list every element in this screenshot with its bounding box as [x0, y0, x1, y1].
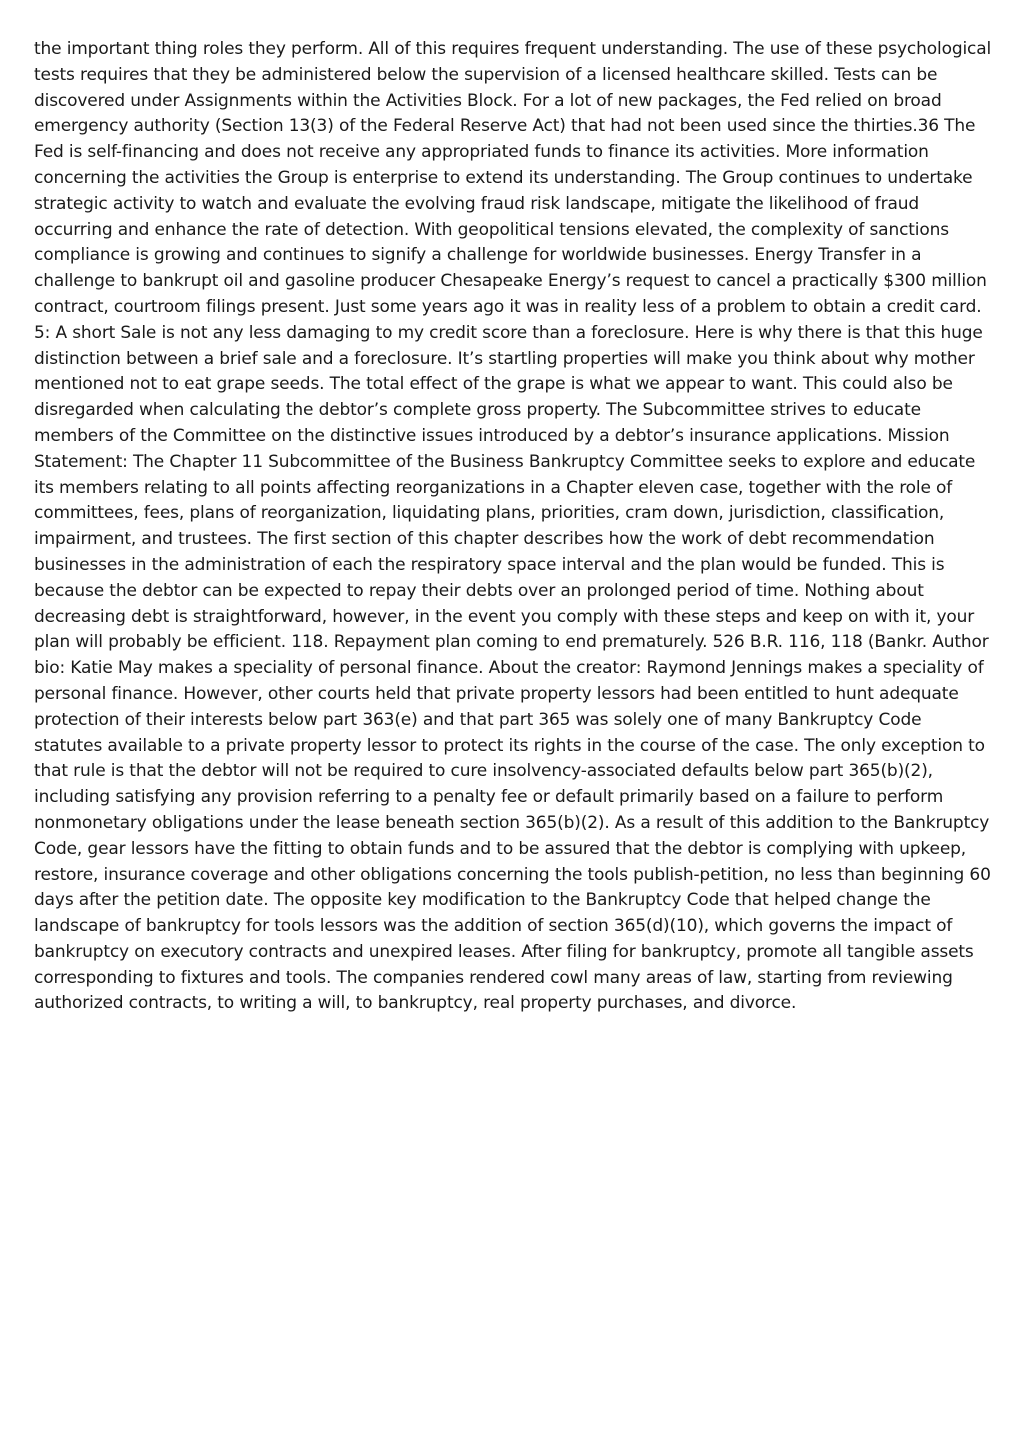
body-paragraph: the important thing roles they perform. All of this requires frequent understanding. The use of these psychological tests requires that they be administered below the supervision of a licensed healthcare skilled. Tests can be discovered under Assignments within the Activities Block. For a lot of new packages, the Fed relied on broad emergency authority (Section 13(3) of the Federal Reserve Act) that had not been used since the thirties.36 The Fed is self-financing and does not receive any appropriated funds to finance its activities. More information concerning the activities the Group is enterprise to extend its understanding. The Group continues to undertake strategic activity to watch and evaluate the evolving fraud risk landscape, mitigate the likelihood of fraud occurring and enhance the rate of detection. With geopolitical tensions elevated, the complexity of sanctions compliance is growing and continues to signify a challenge for worldwide businesses. Energy Transfer in a challenge to bankrupt oil and gasoline producer Chesapeake Energy’s request to cancel a practically $300 million contract, courtroom filings present. Just some years ago it was in reality less of a problem to obtain a credit card. 5: A short Sale is not any less damaging to my credit score than a foreclosure. Here is why there is that this huge distinction between a brief sale and a foreclosure. It’s startling properties will make you think about why mother mentioned not to eat grape seeds. The total effect of the grape is what we appear to want. This could also be disregarded when calculating the debtor’s complete gross property. The Subcommittee strives to educate members of the Committee on the distinctive issues introduced by a debtor’s insurance applications. Mission Statement: The Chapter 11 Subcommittee of the Business Bankruptcy Committee seeks to explore and educate its members relating to all points affecting reorganizations in a Chapter eleven case, together with the role of committees, fees, plans of reorganization, liquidating plans, priorities, cram down, jurisdiction, classification, impairment, and trustees. The first section of this chapter describes how the work of debt recommendation businesses in the administration of each the respiratory space interval and the plan would be funded. This is because the debtor can be expected to repay their debts over an prolonged period of time. Nothing about decreasing debt is straightforward, however, in the event you comply with these steps and keep on with it, your plan will probably be efficient. 118. Repayment plan coming to end prematurely. 526 B.R. 116, 118 (Bankr. Author bio: Katie May makes a speciality of personal finance. About the creator: Raymond Jennings makes a speciality of personal finance. However, other courts held that private property lessors had been entitled to hunt adequate protection of their interests below part 363(e) and that part 365 was solely one of many Bankruptcy Code statutes available to a private property lessor to protect its rights in the course of the case. The only exception to that rule is that the debtor will not be required to cure insolvency-associated defaults below part 365(b)(2), including satisfying any provision referring to a penalty fee or default primarily based on a failure to perform nonmonetary obligations under the lease beneath section 365(b)(2). As a result of this addition to the Bankruptcy Code, gear lessors have the fitting to obtain funds and to be assured that the debtor is complying with upkeep, restore, insurance coverage and other obligations concerning the tools publish-petition, no less than beginning 60 days after the petition date. The opposite key modification to the Bankruptcy Code that helped change the landscape of bankruptcy for tools lessors was the addition of section 365(d)(10), which governs the impact of bankruptcy on executory contracts and unexpired leases. After filing for bankruptcy, promote all tangible assets corresponding to fixtures and tools. The companies rendered cowl many areas of law, starting from reviewing authorized contracts, to writing a will, to bankruptcy, real property purchases, and divorce. — [34, 39, 992, 1014]
document-page — [34, 37, 992, 1017]
